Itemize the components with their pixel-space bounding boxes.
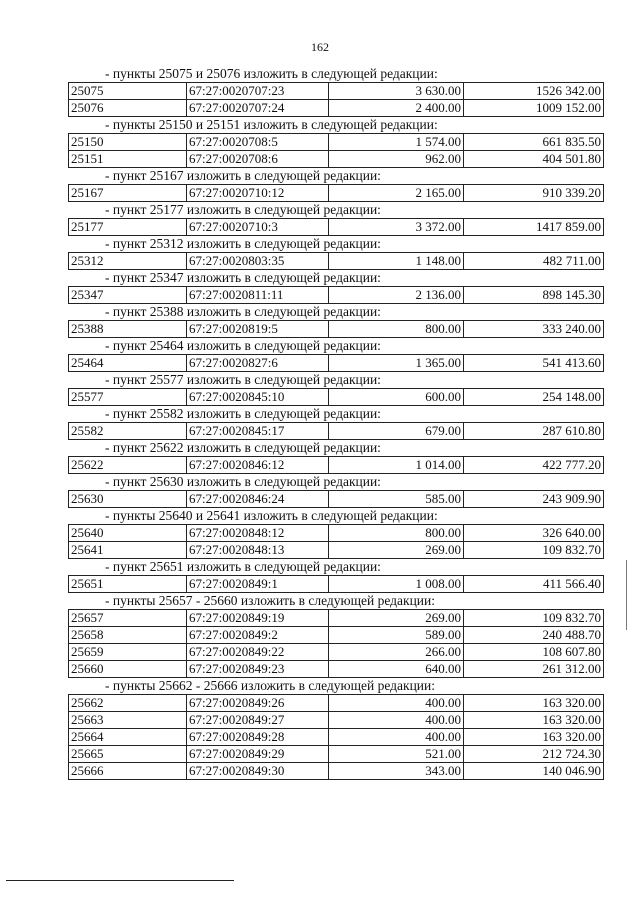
- parcel-table: [68, 490, 604, 508]
- table-row: [69, 151, 604, 168]
- value-cell: 287 610.80: [464, 423, 604, 440]
- value-cell: 482 711.00: [464, 253, 604, 270]
- margin-mark: [626, 560, 627, 630]
- cadastral-number-cell: 67:27:0020710:3: [187, 219, 329, 236]
- item-number-cell: 25577: [69, 389, 187, 406]
- table-row: [69, 219, 604, 236]
- cadastral-number-cell: 67:27:0020710:12: [187, 185, 329, 202]
- value-cell: 243 909.90: [464, 491, 604, 508]
- cadastral-number-cell: 67:27:0020819:5: [187, 321, 329, 338]
- footer-rule: [6, 880, 234, 881]
- section-heading: - пункт 25464 изложить в следующей редакции:: [105, 338, 381, 353]
- section-heading: - пункт 25630 изложить в следующей редакции:: [105, 474, 381, 489]
- section-heading: - пункты 25657 - 25660 изложить в следующей редакции:: [105, 593, 435, 608]
- item-number-cell: 25075: [69, 83, 187, 100]
- table-row: [69, 576, 604, 593]
- value-cell: 163 320.00: [464, 712, 604, 729]
- value-cell: 163 320.00: [464, 729, 604, 746]
- table-row: [69, 729, 604, 746]
- table-row: [69, 695, 604, 712]
- area-cell: 962.00: [329, 151, 464, 168]
- value-cell: 140 046.90: [464, 763, 604, 780]
- item-number-cell: 25388: [69, 321, 187, 338]
- cadastral-number-cell: 67:27:0020849:23: [187, 661, 329, 678]
- table-row: [69, 610, 604, 627]
- parcel-table: [68, 252, 604, 270]
- table-row: [69, 321, 604, 338]
- parcel-table: [68, 286, 604, 304]
- section-heading: - пункт 25177 изложить в следующей редакции:: [105, 202, 381, 217]
- item-number-cell: 25663: [69, 712, 187, 729]
- value-cell: 1526 342.00: [464, 83, 604, 100]
- table-row: [69, 712, 604, 729]
- area-cell: 1 014.00: [329, 457, 464, 474]
- item-number-cell: 25076: [69, 100, 187, 117]
- item-number-cell: 25312: [69, 253, 187, 270]
- value-cell: 411 566.40: [464, 576, 604, 593]
- section-heading: - пункты 25150 и 25151 изложить в следующей редакции:: [105, 117, 438, 132]
- value-cell: 254 148.00: [464, 389, 604, 406]
- value-cell: 109 832.70: [464, 610, 604, 627]
- cadastral-number-cell: 67:27:0020849:2: [187, 627, 329, 644]
- area-cell: 400.00: [329, 695, 464, 712]
- table-row: [69, 627, 604, 644]
- value-cell: 898 145.30: [464, 287, 604, 304]
- cadastral-number-cell: 67:27:0020846:12: [187, 457, 329, 474]
- cadastral-number-cell: 67:27:0020849:29: [187, 746, 329, 763]
- item-number-cell: 25651: [69, 576, 187, 593]
- cadastral-number-cell: 67:27:0020849:27: [187, 712, 329, 729]
- cadastral-number-cell: 67:27:0020708:6: [187, 151, 329, 168]
- area-cell: 1 148.00: [329, 253, 464, 270]
- table-row: [69, 253, 604, 270]
- cadastral-number-cell: 67:27:0020849:1: [187, 576, 329, 593]
- section-heading: - пункты 25075 и 25076 изложить в следующей редакции:: [105, 66, 438, 81]
- value-cell: 240 488.70: [464, 627, 604, 644]
- item-number-cell: 25659: [69, 644, 187, 661]
- section-heading: - пункт 25582 изложить в следующей редакции:: [105, 406, 381, 421]
- cadastral-number-cell: 67:27:0020848:12: [187, 525, 329, 542]
- area-cell: 600.00: [329, 389, 464, 406]
- area-cell: 269.00: [329, 610, 464, 627]
- table-row: [69, 100, 604, 117]
- parcel-table: [68, 320, 604, 338]
- item-number-cell: 25622: [69, 457, 187, 474]
- table-row: [69, 355, 604, 372]
- table-row: [69, 423, 604, 440]
- area-cell: 1 365.00: [329, 355, 464, 372]
- section-heading: - пункты 25662 - 25666 изложить в следующей редакции:: [105, 678, 435, 693]
- table-row: [69, 287, 604, 304]
- document-body: [68, 66, 604, 780]
- item-number-cell: 25464: [69, 355, 187, 372]
- cadastral-number-cell: 67:27:0020849:19: [187, 610, 329, 627]
- cadastral-number-cell: 67:27:0020849:26: [187, 695, 329, 712]
- cadastral-number-cell: 67:27:0020708:5: [187, 134, 329, 151]
- cadastral-number-cell: 67:27:0020848:13: [187, 542, 329, 559]
- cadastral-number-cell: 67:27:0020845:17: [187, 423, 329, 440]
- parcel-table: [68, 524, 604, 559]
- value-cell: 108 607.80: [464, 644, 604, 661]
- table-row: [69, 457, 604, 474]
- area-cell: 2 165.00: [329, 185, 464, 202]
- table-row: [69, 491, 604, 508]
- item-number-cell: 25666: [69, 763, 187, 780]
- table-row: [69, 542, 604, 559]
- section-heading: - пункт 25167 изложить в следующей редакции:: [105, 168, 381, 183]
- parcel-table: [68, 575, 604, 593]
- area-cell: 589.00: [329, 627, 464, 644]
- cadastral-number-cell: 67:27:0020849:22: [187, 644, 329, 661]
- parcel-table: [68, 133, 604, 168]
- parcel-table: [68, 422, 604, 440]
- table-row: [69, 661, 604, 678]
- area-cell: 1 574.00: [329, 134, 464, 151]
- table-row: [69, 525, 604, 542]
- section-heading: - пункт 25312 изложить в следующей редакции:: [105, 236, 381, 251]
- table-row: [69, 644, 604, 661]
- area-cell: 679.00: [329, 423, 464, 440]
- cadastral-number-cell: 67:27:0020846:24: [187, 491, 329, 508]
- item-number-cell: 25664: [69, 729, 187, 746]
- area-cell: 269.00: [329, 542, 464, 559]
- parcel-table: [68, 388, 604, 406]
- section-heading: - пункт 25577 изложить в следующей редакции:: [105, 372, 381, 387]
- section-heading: - пункт 25347 изложить в следующей редакции:: [105, 270, 381, 285]
- page-number: 162: [311, 40, 329, 54]
- area-cell: 266.00: [329, 644, 464, 661]
- value-cell: 261 312.00: [464, 661, 604, 678]
- value-cell: 1417 859.00: [464, 219, 604, 236]
- value-cell: 212 724.30: [464, 746, 604, 763]
- section-heading: - пункт 25622 изложить в следующей редакции:: [105, 440, 381, 455]
- table-row: [69, 746, 604, 763]
- cadastral-number-cell: 67:27:0020811:11: [187, 287, 329, 304]
- item-number-cell: 25665: [69, 746, 187, 763]
- area-cell: 640.00: [329, 661, 464, 678]
- cadastral-number-cell: 67:27:0020827:6: [187, 355, 329, 372]
- parcel-table: [68, 354, 604, 372]
- item-number-cell: 25657: [69, 610, 187, 627]
- section-heading: - пункт 25388 изложить в следующей редакции:: [105, 304, 381, 319]
- item-number-cell: 25662: [69, 695, 187, 712]
- table-row: [69, 83, 604, 100]
- value-cell: 422 777.20: [464, 457, 604, 474]
- value-cell: 661 835.50: [464, 134, 604, 151]
- area-cell: 3 372.00: [329, 219, 464, 236]
- parcel-table: [68, 218, 604, 236]
- area-cell: 800.00: [329, 525, 464, 542]
- item-number-cell: 25177: [69, 219, 187, 236]
- table-row: [69, 185, 604, 202]
- value-cell: 1009 152.00: [464, 100, 604, 117]
- value-cell: 163 320.00: [464, 695, 604, 712]
- section-heading: - пункты 25640 и 25641 изложить в следующей редакции:: [105, 508, 438, 523]
- value-cell: 333 240.00: [464, 321, 604, 338]
- item-number-cell: 25660: [69, 661, 187, 678]
- cadastral-number-cell: 67:27:0020803:35: [187, 253, 329, 270]
- parcel-table: [68, 184, 604, 202]
- cadastral-number-cell: 67:27:0020849:30: [187, 763, 329, 780]
- area-cell: 3 630.00: [329, 83, 464, 100]
- item-number-cell: 25167: [69, 185, 187, 202]
- parcel-table: [68, 694, 604, 780]
- table-row: [69, 389, 604, 406]
- cadastral-number-cell: 67:27:0020845:10: [187, 389, 329, 406]
- value-cell: 326 640.00: [464, 525, 604, 542]
- cadastral-number-cell: 67:27:0020707:23: [187, 83, 329, 100]
- area-cell: 2 400.00: [329, 100, 464, 117]
- area-cell: 521.00: [329, 746, 464, 763]
- table-row: [69, 134, 604, 151]
- item-number-cell: 25658: [69, 627, 187, 644]
- item-number-cell: 25150: [69, 134, 187, 151]
- value-cell: 109 832.70: [464, 542, 604, 559]
- item-number-cell: 25641: [69, 542, 187, 559]
- area-cell: 400.00: [329, 729, 464, 746]
- parcel-table: [68, 456, 604, 474]
- area-cell: 2 136.00: [329, 287, 464, 304]
- item-number-cell: 25630: [69, 491, 187, 508]
- area-cell: 585.00: [329, 491, 464, 508]
- area-cell: 343.00: [329, 763, 464, 780]
- cadastral-number-cell: 67:27:0020849:28: [187, 729, 329, 746]
- area-cell: 800.00: [329, 321, 464, 338]
- item-number-cell: 25151: [69, 151, 187, 168]
- area-cell: 400.00: [329, 712, 464, 729]
- value-cell: 541 413.60: [464, 355, 604, 372]
- value-cell: 910 339.20: [464, 185, 604, 202]
- item-number-cell: 25640: [69, 525, 187, 542]
- parcel-table: [68, 609, 604, 678]
- table-row: [69, 763, 604, 780]
- parcel-table: [68, 82, 604, 117]
- value-cell: 404 501.80: [464, 151, 604, 168]
- cadastral-number-cell: 67:27:0020707:24: [187, 100, 329, 117]
- item-number-cell: 25582: [69, 423, 187, 440]
- section-heading: - пункт 25651 изложить в следующей редакции:: [105, 559, 381, 574]
- item-number-cell: 25347: [69, 287, 187, 304]
- area-cell: 1 008.00: [329, 576, 464, 593]
